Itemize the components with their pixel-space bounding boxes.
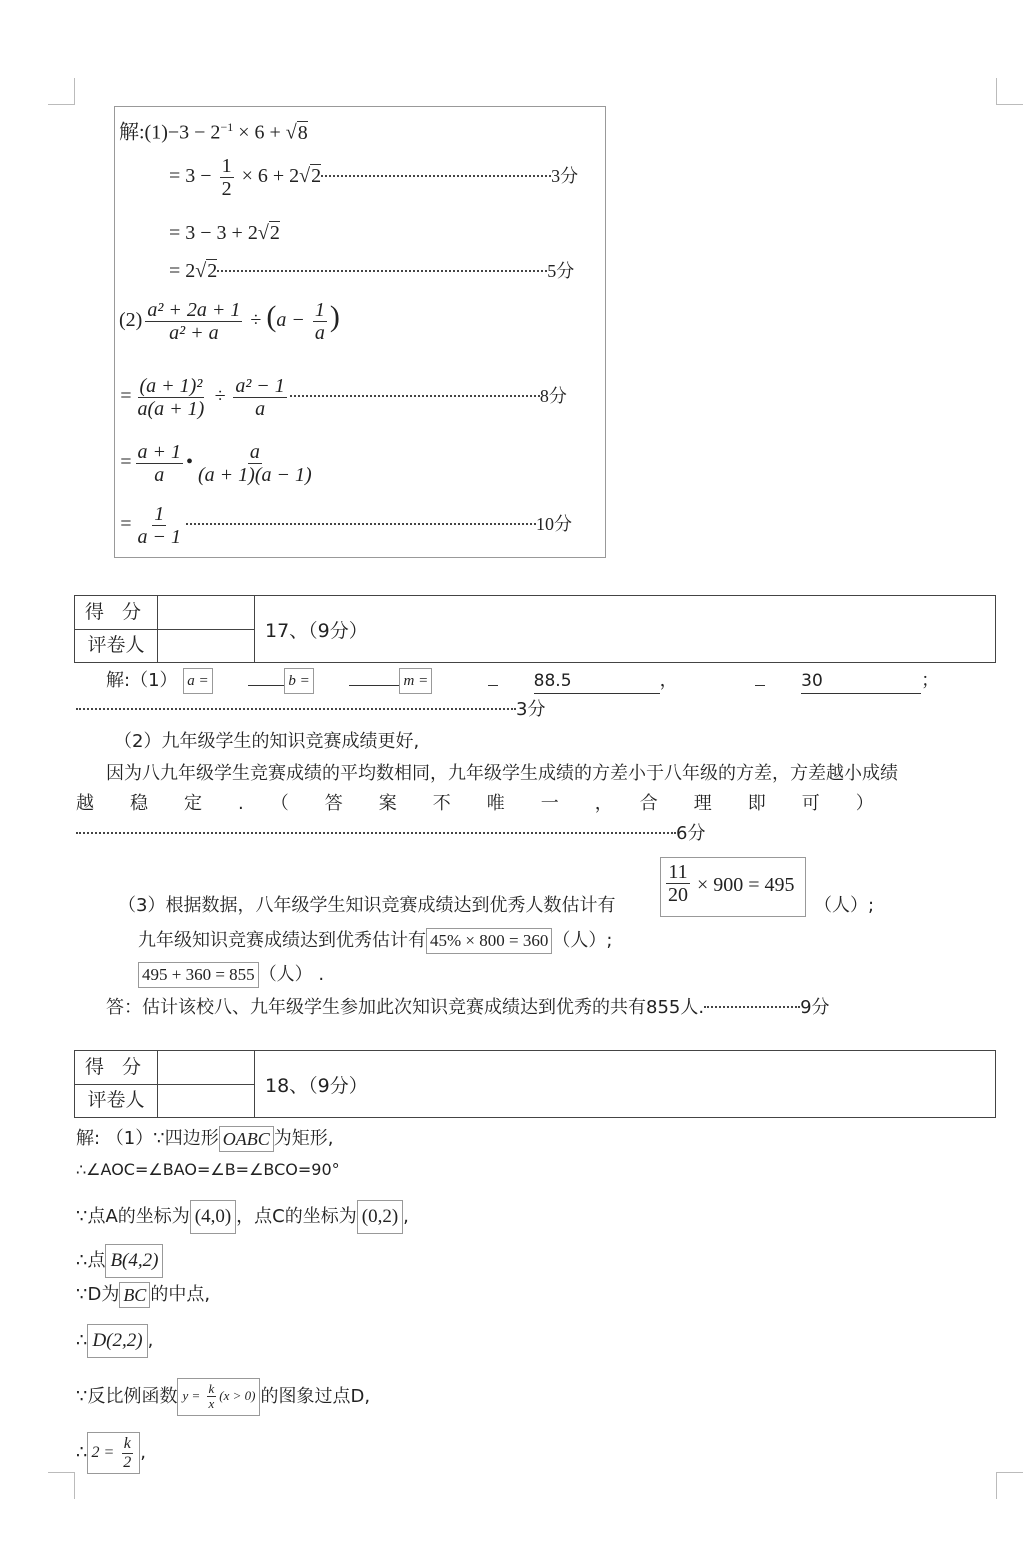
q17-ans-prefix: 解:（1） (106, 670, 178, 691)
q16-line-7 (119, 441, 317, 486)
q16-line-4: = 2√2 5分 (169, 260, 575, 282)
q17-title: 17、（9分） (265, 620, 368, 642)
crop-mark-bottom-right (996, 1472, 1023, 1499)
q18-score-cell (158, 1051, 255, 1085)
q18-grader-label: 评卷人 (75, 1084, 158, 1117)
q17-answer-line (106, 996, 830, 1020)
q16-score-10: 10分 (536, 514, 572, 535)
q16-eq-1: = (119, 385, 133, 408)
q16-half-den: 2 (221, 178, 232, 200)
q16-line-8 (119, 503, 572, 548)
q16-line-7-frac2 (196, 441, 314, 486)
q16-exponent: −1 (220, 120, 234, 134)
q16-line-7-frac1 (136, 441, 184, 486)
q18-l5-b: 的中点, (150, 1284, 211, 1305)
q16-half-num: 1 (221, 155, 232, 177)
q17-ren-2: （人）; (552, 930, 613, 951)
q16-l7-num2: a (249, 441, 260, 463)
q16-score-8: 8分 (539, 386, 567, 407)
q18-l8-two: 2 = (91, 1443, 119, 1461)
q18-l7-y: y = (182, 1387, 204, 1403)
q16-part2-num: a² + 2a + 1 (147, 299, 241, 321)
q16-part2-inner-num: 1 (314, 299, 325, 321)
q16-sqrt2-c: 2 (207, 260, 218, 282)
q17-part3-b: 九年级知识竞赛成绩达到优秀估计有 (138, 930, 426, 951)
q18-l3-a: ∵点A的坐标为 (76, 1206, 190, 1227)
q16-eq-2: = (119, 451, 133, 474)
q16-part2-inner-den: a (314, 322, 325, 344)
q18-line-4 (76, 1244, 163, 1278)
q18-grader-cell (158, 1084, 255, 1117)
q17-calc-2: 45% × 800 = 360 (426, 928, 552, 954)
q17-ren-3: （人） . (258, 964, 325, 985)
q18-l7-frac (207, 1382, 217, 1412)
q16-dots-1 (321, 175, 551, 177)
q18-l4-a: ∴点 (76, 1250, 106, 1271)
q18-line-3 (76, 1200, 409, 1234)
q17-answer: 答：估计该校八、九年级学生参加此次知识竞赛成绩达到优秀的共有855人. (106, 997, 705, 1018)
q18-l1-box: OABC (219, 1126, 274, 1152)
q17-score-cell (158, 596, 255, 630)
q18-l6-a: ∴ (76, 1330, 88, 1351)
q16-line-4-text: = 2 (169, 260, 196, 282)
q16-sqrt2-a: 2 (311, 165, 322, 188)
q16-eq-3: = (119, 513, 133, 536)
q18-l1-a: 解: （1）∵四边形 (76, 1128, 219, 1149)
q16-line-2-a: = 3 − (169, 165, 217, 188)
q16-score-3: 3分 (551, 166, 579, 187)
q17-part1-line (106, 668, 939, 694)
q17-grader-label: 评卷人 (75, 629, 158, 662)
q17-grader-cell (158, 629, 255, 662)
q16-dots-4 (186, 523, 536, 525)
q16-line-3-text: = 3 − 3 + 2 (169, 222, 258, 244)
q17-part3-line-2 (138, 928, 612, 954)
q16-l8-den: a − 1 (137, 526, 181, 548)
q16-sqrt8: 8 (297, 121, 308, 144)
q16-line-2-b: × 6 + 2 (236, 165, 300, 188)
q17-part2-a: （2）九年级学生的知识竞赛成绩更好, (114, 731, 420, 752)
q16-l6-den2: a (255, 398, 266, 420)
q17-frac-den: 20 (668, 884, 688, 906)
q16-part2-fraction (145, 299, 242, 344)
q16-half-fraction (220, 155, 234, 200)
q18-header-table (74, 1050, 996, 1118)
q17-score6-line (76, 822, 705, 846)
q16-l7-den2: (a + 1)(a − 1) (198, 464, 312, 486)
q16-score-5: 5分 (547, 261, 575, 281)
q18-l4-box: B(4,2) (105, 1244, 163, 1278)
q16-line-6: = $\frac{\text{(a + 1)²}}{a(a + 1)}$ ÷ $\frac{\text{a² − 1}}{a}$ 8分 (119, 375, 567, 420)
q17-a-box: a = (183, 668, 212, 694)
q17-header-table (74, 595, 996, 663)
q18-line-6 (76, 1324, 153, 1358)
q18-l3-box1: (4,0) (190, 1200, 236, 1234)
q18-l1-b: 为矩形, (273, 1128, 334, 1149)
q18-l7-x: x (208, 1396, 215, 1412)
q17-frac (666, 861, 690, 906)
q18-l8-box (87, 1432, 140, 1474)
q16-part2-den: a² + a (169, 322, 219, 344)
q16-line-2: = 3 − $\frac{1}{2}$ × 6 + 2√2 3分 (169, 155, 579, 200)
q17-value-30: 30 (801, 669, 921, 694)
q16-solution-box (114, 106, 606, 558)
q17-frac-num: 11 (668, 861, 688, 883)
q17-b-blank (349, 685, 399, 686)
q18-line-8 (76, 1432, 146, 1474)
q18-line-1 (76, 1126, 333, 1152)
q16-sqrt2-b: 2 (269, 222, 280, 244)
q17-m-box: m = (399, 668, 432, 694)
q17-blank-b (755, 685, 765, 686)
q17-part3-a: （3）根据数据，八年级学生知识竞赛成绩达到优秀人数估计有 (118, 895, 616, 916)
q18-l8-frac (121, 1435, 133, 1471)
crop-mark-top-left (48, 78, 75, 105)
q16-line-1-text: 解:(1)−3 − 2 (119, 121, 221, 144)
q17-fraction-box (660, 857, 806, 917)
q17-score-9: 9分 (800, 997, 830, 1018)
q16-line-8-frac (136, 503, 184, 548)
q17-score-6: 6分 (676, 823, 706, 844)
q18-l3-b: ，点C的坐标为 (236, 1206, 357, 1227)
q17-semicolon: ； (921, 670, 940, 691)
q17-dots-2 (76, 832, 676, 834)
q16-line-1-rest: × 6 + (233, 121, 286, 144)
q18-l7-k: k (208, 1381, 215, 1396)
q18-l3-c: , (403, 1206, 409, 1227)
q18-line-5 (76, 1282, 210, 1308)
q16-line-6-frac1 (136, 375, 207, 420)
q18-title: 18、（9分） (265, 1075, 368, 1097)
q18-l8-b: , (140, 1442, 146, 1464)
q17-comma: ， (659, 670, 678, 691)
q16-l8-num: 1 (154, 503, 165, 525)
q17-calc-3: 495 + 360 = 855 (138, 962, 259, 988)
q17-score-3: 3分 (516, 699, 546, 720)
q18-l5-a: ∵D为 (76, 1284, 120, 1305)
q18-l7-box (177, 1378, 260, 1416)
q17-dots-1 (76, 708, 516, 710)
q17-m-blank-a (488, 685, 498, 686)
q16-line-1: 解:(1)−3 − $2^{-1} \times 6 + √8$ (119, 120, 308, 144)
crop-mark-bottom-left (48, 1472, 75, 1499)
q18-line-7 (76, 1378, 370, 1416)
q17-a-blank (248, 685, 284, 686)
q18-l8-a: ∴ (76, 1442, 88, 1464)
q17-part3-line-1 (118, 894, 615, 918)
q18-l8-den: 2 (123, 1453, 132, 1471)
q17-value-88-5: 88.5 (534, 669, 660, 694)
q16-l6-den1: a(a + 1) (137, 398, 205, 420)
q16-part2-label: (2) (119, 309, 143, 332)
q18-l6-box: D(2,2) (87, 1324, 147, 1358)
q18-l7-cond: (x > 0) (219, 1387, 256, 1403)
q18-l7-b: 的图象过点D, (260, 1385, 371, 1407)
q16-part2-paren-a: a − (276, 309, 310, 332)
q16-l7-den1: a (154, 464, 165, 486)
q17-score3-line (76, 698, 545, 722)
q16-part2-div: ÷ (245, 309, 267, 332)
q17-dots-3 (704, 1006, 800, 1008)
q16-l6-num2: a² − 1 (235, 375, 285, 397)
q18-l8-k: k (123, 1435, 131, 1452)
q16-line-5: (2) $\frac{\text{a² + 2a + 1}}{\text{a² + a}}$ ÷ (a − $\frac{1}{a}$ ) (119, 299, 340, 344)
q18-l3-box2: (0,2) (357, 1200, 403, 1234)
q16-l7-num1: a + 1 (137, 441, 181, 463)
q16-l6-num1: (a + 1)² (139, 375, 203, 397)
q17-b-box: b = (284, 668, 313, 694)
q17-frac-rest: × 900 = 495 (697, 874, 795, 896)
q16-line-6-frac2 (233, 375, 287, 420)
q17-part2-b: 因为八九年级学生竞赛成绩的平均数相同，九年级学生成绩的方差小于八年级的方差，方差越小成绩 (106, 763, 898, 784)
q18-line-2: ∴∠AOC=∠BAO=∠B=∠BCO=90° (76, 1160, 340, 1179)
q18-score-label: 得 分 (75, 1051, 158, 1085)
q17-part3-line-3 (138, 962, 324, 988)
q16-dots-3 (290, 395, 540, 397)
q18-l6-b: , (147, 1330, 154, 1351)
q18-l5-box: BC (119, 1282, 150, 1308)
q16-part2-inner-fraction (313, 299, 327, 344)
q17-score-label: 得 分 (75, 596, 158, 630)
q18-l7-a: ∵反比例函数 (76, 1385, 178, 1407)
q16-dots-2 (217, 270, 547, 272)
q16-bullet: • (186, 451, 194, 474)
crop-mark-top-right (996, 78, 1023, 105)
q16-line-3: = 3 − 3 + 2√2 (169, 222, 280, 244)
q17-ren-1: （人）; (814, 895, 875, 916)
q17-part2-c: 越 稳 定 . （ 答 案 不 唯 一 ， 合 理 即 可 ） (76, 793, 874, 814)
